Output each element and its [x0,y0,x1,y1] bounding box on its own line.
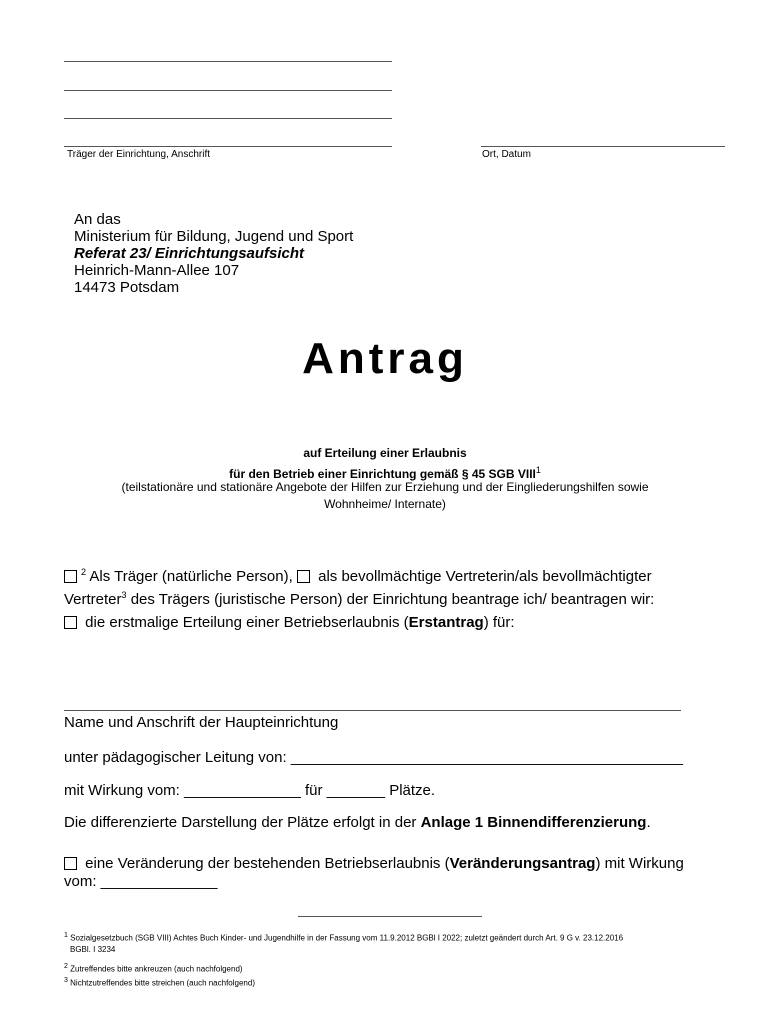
subtitle-line-1: auf Erteilung einer Erlaubnis [303,446,467,460]
sender-line-4[interactable] [64,146,392,147]
change-application-checkbox[interactable] [64,857,77,870]
initial-application-checkbox[interactable] [64,616,77,629]
representative-checkbox[interactable] [297,570,310,583]
address-line: Ministerium für Bildung, Jugend und Sport [74,228,354,245]
applicant-statement: $^2$ Als Träger (natürliche Person), als bevollmächtige Vertreterin/als bevollmächtigter Vertreter$^3$ des Trägers (juristische Person) der Einrichtung beantrage ich/ beantragen wir: [64,567,655,608]
main-facility-label: Name und Anschrift der Haupteinrichtung [64,714,339,731]
main-facility-line[interactable] [64,710,681,711]
footnote-3: $^3$ Nichtzutreffendes bitte streichen (auch nachfolgend) [64,977,255,988]
leadership-field[interactable]: unter pädagogischer Leitung von: _______________________________________________ [64,749,683,766]
address-line: An das [74,211,121,228]
sender-label: Träger der Einrichtung, Anschrift [67,149,211,160]
footnote-1: $^1$ Sozialgesetzbuch (SGB VIII) Achtes Buch Kinder- und Jugendhilfe in der Fassung vom 11.9.2012 BGBl I 2022; zuletzt geändert durch Art. 9 G v. 23.12.2016 BGBl. I 3234 [64,932,624,954]
footnote-separator [298,916,482,917]
subtitle-line-2: für den Betrieb einer Einrichtung gemäß § 45 SGB VIII$^1$ [229,465,541,481]
address-line: Heinrich-Mann-Allee 107 [74,262,240,279]
address-line: 14473 Potsdam [74,279,180,296]
place-date-label: Ort, Datum [482,149,531,160]
natural-person-checkbox[interactable] [64,570,77,583]
place-date-line[interactable] [481,146,725,147]
initial-application-option: die erstmalige Erteilung einer Betriebserlaubnis (Erstantrag) für: [64,614,724,632]
effective-date-places-field[interactable]: mit Wirkung vom: ______________ für _______ Plätze. [64,782,436,799]
change-effective-date-field[interactable]: vom: ______________ [64,873,218,890]
footnote-ref-1: 1 [535,465,541,475]
sender-line-2[interactable] [64,90,392,91]
address-department: Referat 23/ Einrichtungsaufsicht [74,245,305,262]
footnote-2: $^2$ Zutreffendes bitte ankreuzen (auch nachfolgend) [64,963,243,974]
change-application-option: eine Veränderung der bestehenden Betriebserlaubnis (Veränderungsantrag) mit Wirkung vom: ______________ [64,855,724,891]
footnote-ref-2: 2 [81,567,87,577]
footnote-ref-3: 3 [121,590,127,600]
sender-line-1[interactable] [64,61,392,62]
subtitle-line-4: Wohnheime/ Internate) [324,497,446,511]
subtitle-line-3: (teilstationäre und stationäre Angebote der Hilfen zur Erziehung und der Eingliederungshilfen sowie [121,480,649,494]
differentiation-text: Die differenzierte Darstellung der Plätze erfolgt in der Anlage 1 Binnendifferenzierung. [64,814,651,831]
document-title: Antrag [302,334,468,383]
recipient-address [74,211,353,296]
sender-line-3[interactable] [64,118,392,119]
